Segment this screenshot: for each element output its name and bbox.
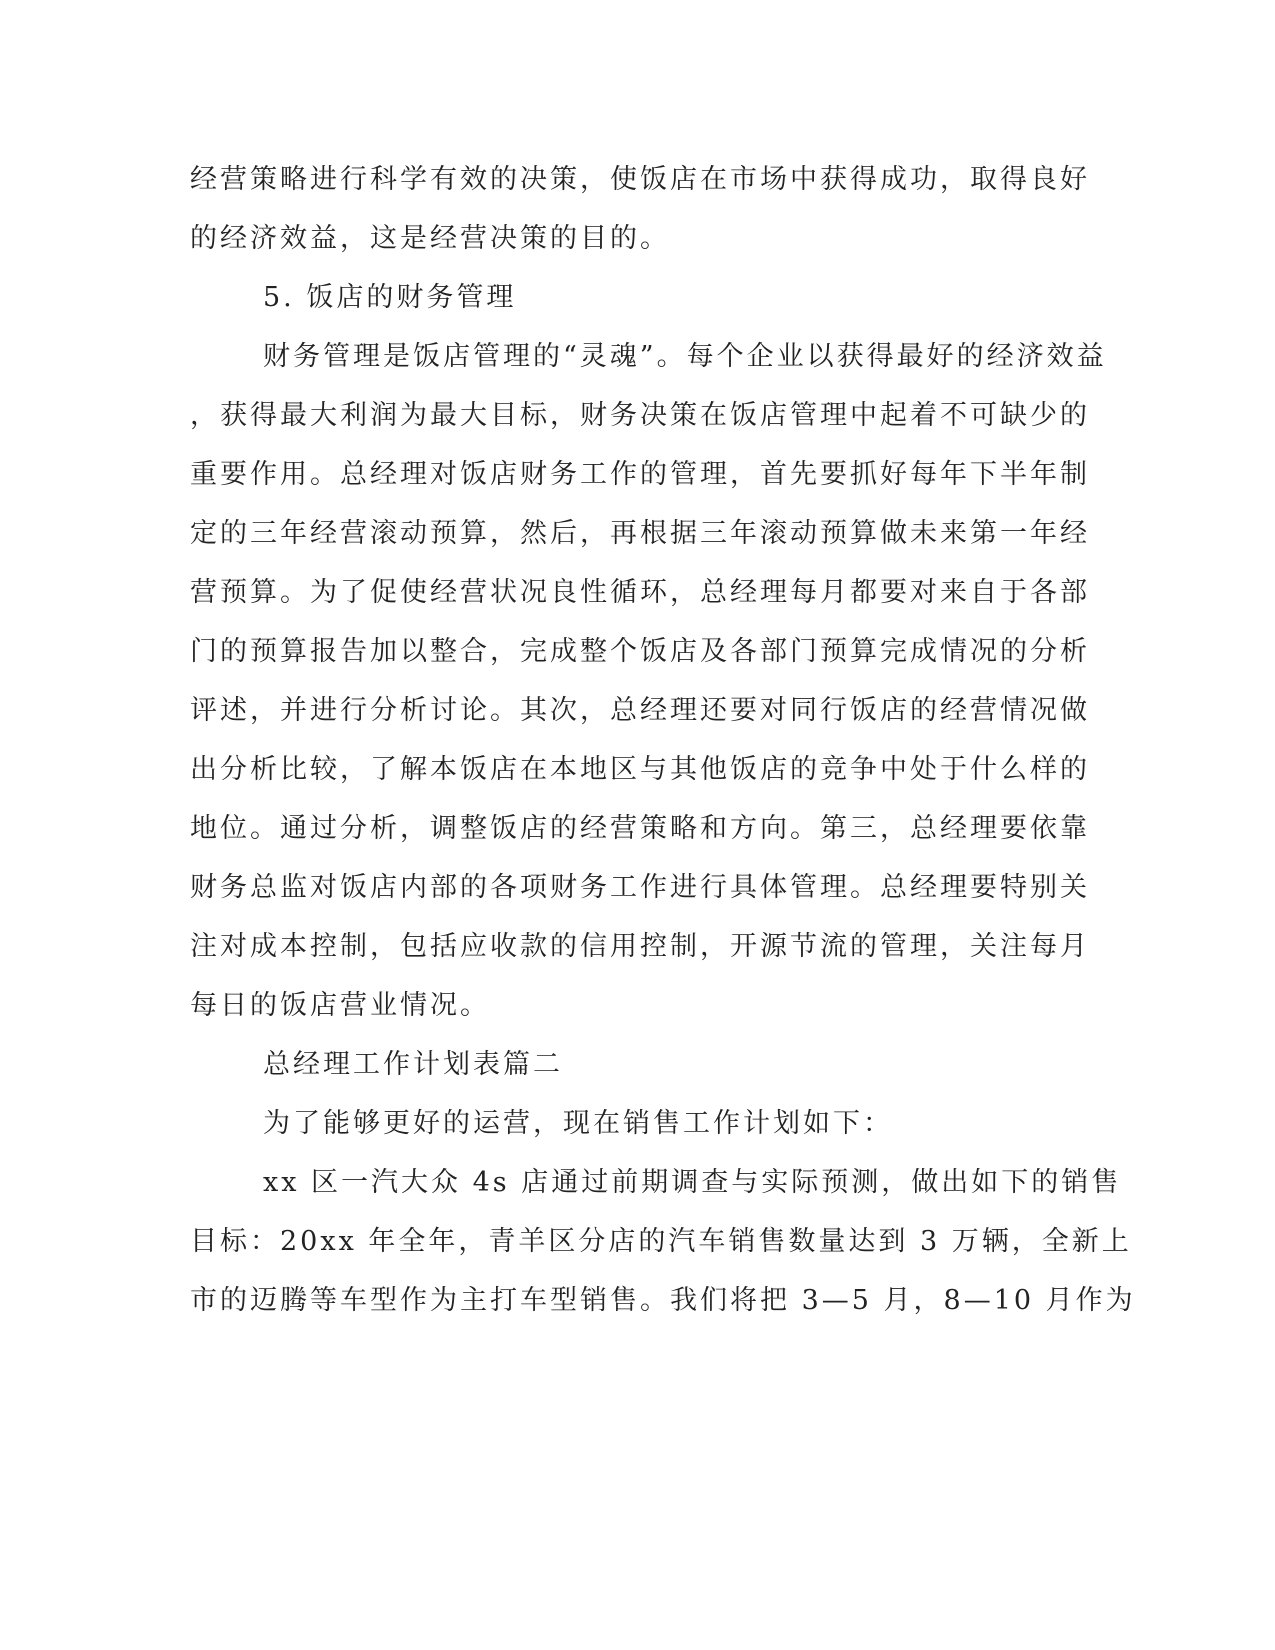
text-line: 市的迈腾等车型作为主打车型销售。我们将把 3—5 月，8—10 月作为 bbox=[190, 1285, 1136, 1316]
text-line: 营预算。为了促使经营状况良性循环，总经理每月都要对来自于各部 bbox=[190, 577, 1090, 608]
text-line: 出分析比较，了解本饭店在本地区与其他饭店的竞争中处于什么样的 bbox=[190, 754, 1090, 785]
text-line: 评述，并进行分析讨论。其次，总经理还要对同行饭店的经营情况做 bbox=[190, 695, 1090, 726]
text-line: 定的三年经营滚动预算，然后，再根据三年滚动预算做未来第一年经 bbox=[190, 518, 1090, 549]
paragraph-first-line: xx 区一汽大众 4s 店通过前期调查与实际预测，做出如下的销售 bbox=[263, 1167, 1122, 1198]
text-line: 重要作用。总经理对饭店财务工作的管理，首先要抓好每年下半年制 bbox=[190, 459, 1090, 490]
text-line: ，获得最大利润为最大目标，财务决策在饭店管理中起着不可缺少的 bbox=[190, 400, 1090, 431]
text-line: 门的预算报告加以整合，完成整个饭店及各部门预算完成情况的分析 bbox=[190, 636, 1090, 667]
text-line: 地位。通过分析，调整饭店的经营策略和方向。第三，总经理要依靠 bbox=[190, 813, 1090, 844]
text-line: 目标：20xx 年全年，青羊区分店的汽车销售数量达到 3 万辆，全新上 bbox=[190, 1226, 1132, 1257]
text-line: 的经济效益，这是经营决策的目的。 bbox=[190, 223, 670, 254]
section-heading: 总经理工作计划表篇二 bbox=[263, 1049, 563, 1080]
text-line: 每日的饭店营业情况。 bbox=[190, 990, 490, 1021]
paragraph-first-line: 财务管理是饭店管理的“灵魂”。每个企业以获得最好的经济效益 bbox=[263, 341, 1107, 372]
section-heading: 5. 饭店的财务管理 bbox=[263, 282, 517, 313]
text-line: 财务总监对饭店内部的各项财务工作进行具体管理。总经理要特别关 bbox=[190, 872, 1090, 903]
text-line: 经营策略进行科学有效的决策，使饭店在市场中获得成功，取得良好 bbox=[190, 164, 1090, 195]
text-line: 注对成本控制，包括应收款的信用控制，开源节流的管理，关注每月 bbox=[190, 931, 1090, 962]
paragraph-first-line: 为了能够更好的运营，现在销售工作计划如下： bbox=[263, 1108, 893, 1139]
